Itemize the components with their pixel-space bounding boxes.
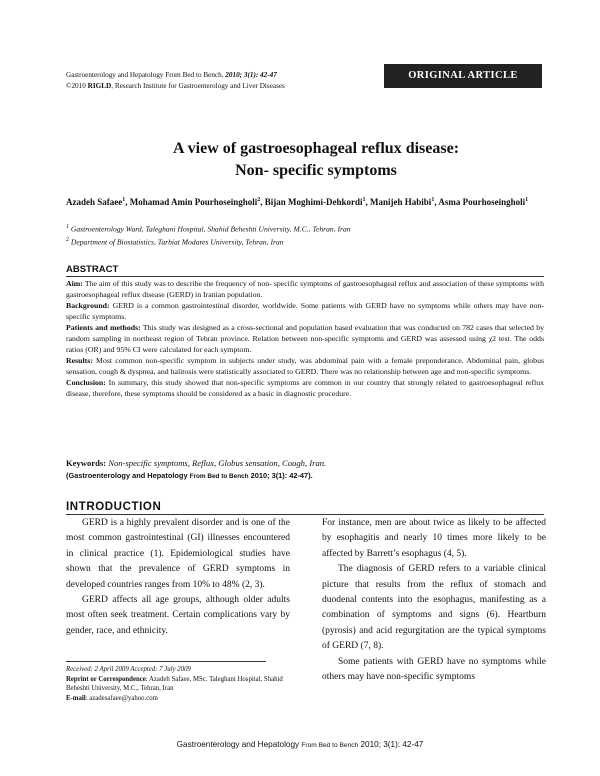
- citation-volume: 2010; 3(1): 42-47).: [250, 471, 313, 480]
- email-address: : azadesafaee@yahoo.com: [85, 694, 158, 702]
- results-text: Most common non-specific symptom in subjects under study, was abdominal pain with a female preponderance. Abdominal pain, globus sensation, cough & dyspnea, and halitosis were statistically associated to GERD. There was no relationship between age and non-specific symptoms.: [66, 356, 544, 376]
- paragraph: Some patients with GERD have no symptoms while others may have non-specific symptoms: [322, 656, 546, 683]
- author-affiliation-marker: 1: [431, 197, 435, 203]
- introduction-divider: [66, 514, 544, 515]
- copyright-year: ©2010: [66, 82, 86, 90]
- author-name: Azadeh Safaee: [66, 197, 123, 207]
- journal-reference: [66, 70, 277, 80]
- citation-journal: (Gastroenterology and Hepatology: [66, 471, 188, 480]
- affiliation-marker: 1: [66, 224, 69, 230]
- reprint-label: Reprint or Correspondence: [66, 675, 146, 683]
- author-name: Mohamad Amin Pourhoseingholi: [129, 197, 258, 207]
- abstract-heading: ABSTRACT: [66, 264, 119, 275]
- author-affiliation-marker: 1: [525, 197, 529, 203]
- abstract-background: [66, 300, 544, 322]
- footer-journal: Gastroenterology and Hepatology: [176, 740, 300, 749]
- affiliation-marker: 2: [66, 237, 69, 243]
- footer-subtitle: From Bed to Bench: [301, 742, 359, 749]
- abstract-methods: [66, 322, 544, 355]
- author-name: Asma Pourhoseingholi: [438, 197, 526, 207]
- page-footer: [0, 740, 600, 749]
- footnote: [66, 665, 302, 703]
- conclusion-label: Conclusion:: [66, 378, 106, 387]
- paragraph: The diagnosis of GERD refers to a variable clinical picture that results from the reflux of stomach and duodenal contents into the esophagus, manifesting as a combination of symptoms and signs (6). Heartburn (pyrosis) and acid regurgitation are the typical symptoms of GERD (7, 8).: [322, 564, 546, 652]
- aim-label: Aim:: [66, 279, 83, 288]
- affiliation-text: Department of Biostatistics, Tarbiat Modares University, Tehran, Iran: [70, 237, 284, 247]
- introduction-heading: INTRODUCTION: [66, 501, 162, 513]
- affiliation-2: [66, 235, 284, 248]
- citation-subtitle: From Bed to Bench: [189, 473, 249, 480]
- aim-text: The aim of this study was to describe the frequency of non- specific symptoms of gastroesophageal reflux and association of these symptoms with gastroesophageal reflux disease (GERD) in Iranian population.: [66, 279, 544, 299]
- journal-name: Gastroenterology and Hepatology From Bed to Bench.: [66, 71, 224, 79]
- abstract-results: [66, 355, 544, 377]
- received-dates: Received: 2 April 2009 Accepted: 7 July 2009: [66, 666, 191, 673]
- affiliation-text: Gastroenterology Ward, Taleghani Hospital, Shahid Beheshti University, M.C., Tehran, Iran: [70, 224, 351, 234]
- article-type-badge: ORIGINAL ARTICLE: [384, 64, 542, 88]
- results-label: Results:: [66, 356, 93, 365]
- paragraph: For instance, men are about twice as likely to be affected by esophagitis and nearly 10 times more likely to be affected by Barrett’s esophagus (4, 5).: [322, 518, 546, 559]
- correspondence-text: : Azadeh Safaee, MSc. Taleghani Hospital, Shahid Beheshti University, M.C., Tehran, Iran: [66, 675, 283, 693]
- conclusion-text: In summary, this study showed that non-specific symptoms are common in our country that strongly related to gastroesophageal reflux disease, therefore, these symptoms should be considered as a basic in diagnostic procedure.: [66, 378, 545, 398]
- copyright-org: RIGLD: [87, 82, 112, 90]
- background-text: GERD is a common gastrointestinal disorder, worldwide. Some patients with GERD have no symptoms while others may have non-specific symptoms.: [66, 301, 545, 321]
- paragraph: GERD is a highly prevalent disorder and is one of the most common gastrointestinal (GI) illnesses encountered in clinical practice (1). Epidemiological studies have shown that the prevalence of GERD symptoms in developed countries ranges from 10% to 48% (2, 3).: [66, 518, 290, 590]
- author-name: Manijeh Habibi: [370, 197, 432, 207]
- keywords: [66, 458, 544, 469]
- methods-text: This study was designed as a cross-sectional and population based evaluation that was conducted on 782 cases that selected by random sampling in northeast region of Tehran province. Relation between non-specific symptoms and GERD was assessed using χ2 test. The odds ratios (OR) and 95% CI were calculated for each symptom.: [66, 323, 545, 354]
- author-affiliation-marker: 2: [257, 197, 261, 203]
- copyright-text: , Research Institute for Gastroenterology and Liver Diseases: [111, 82, 285, 90]
- author-affiliation-marker: 1: [362, 197, 366, 203]
- paragraph: GERD affects all age groups, although older adults most often seek treatment. Certain complications vary by gender, race, and ethnicity.: [66, 595, 290, 636]
- keywords-text: Non-specific symptoms, Reflux, Globus sensation, Cough, Iran.: [108, 458, 327, 468]
- abstract-aim: [66, 278, 544, 300]
- abstract-body: [66, 278, 544, 399]
- email-label: E-mail: [66, 694, 86, 702]
- copyright-line: [66, 81, 285, 91]
- author-affiliation-marker: 1: [122, 197, 126, 203]
- journal-volume: 2010; 3(1): 42-47: [225, 71, 277, 79]
- abstract-conclusion: [66, 377, 544, 399]
- footnote-divider: [66, 661, 266, 662]
- article-title-line-1: A view of gastroesophageal reflux disease:: [172, 140, 460, 157]
- background-label: Background:: [66, 301, 110, 310]
- keywords-label: Keywords:: [66, 458, 107, 468]
- abstract-divider: [66, 276, 544, 277]
- article-title-line-2: Non- specific symptoms: [235, 162, 397, 179]
- author-list: Azadeh Safaee$^1$, Mohamad Amin Pourhoseingholi$^2$, Bijan Moghimi-Dehkordi$^1$, Manijeh Habibi$^1$, Asma Pourhoseingholi$^1$: [66, 197, 529, 207]
- left-column: [66, 516, 290, 639]
- methods-label: Patients and methods:: [66, 323, 141, 332]
- author-name: Bijan Moghimi-Dehkordi: [264, 197, 363, 207]
- right-column: [322, 516, 546, 685]
- affiliation-1: [66, 222, 351, 235]
- citation-line: [66, 470, 313, 482]
- footer-volume: 2010; 3(1): 42-47: [360, 740, 424, 749]
